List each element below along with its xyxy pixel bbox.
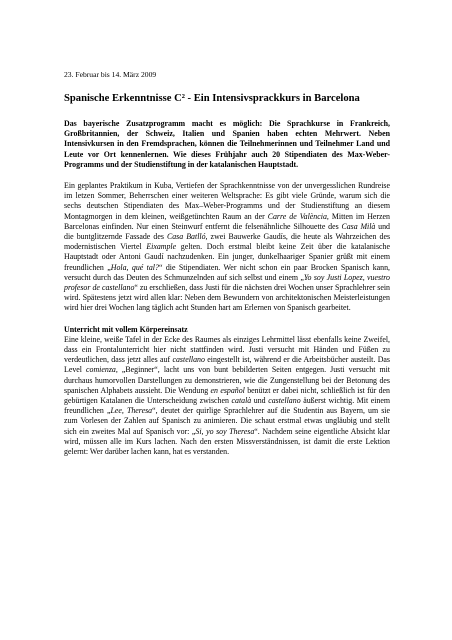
text-run: Ein geplantes Praktikum in Kuba, Vertiefen der Sprachkenntnisse von der unvergesslichen Rundreise im letzen Sommer, Beherrschen einer weiteren Weltsprache: Es gibt viele Gründe, warum sich die sechs deutschen Stipendiaten des Max–Weber-Programms und der Studienstiftung an diesem Montagmorgen in dem kleinen, weißgetünchten Raum an der bbox=[64, 181, 390, 221]
text-run: und die buntglitzernde Fassade des bbox=[64, 221, 390, 242]
text-run: eingestellt ist, während er die Arbeitsbücher austeilt. Das Level bbox=[64, 355, 390, 375]
italic-text-run: castellano bbox=[268, 396, 301, 406]
italic-text-run: Casa Milà bbox=[341, 221, 376, 231]
article-title: Spanische Erkenntnisse C² - Ein Intensivsprackkurs in Barcelona bbox=[64, 93, 360, 104]
body-paragraph-1 bbox=[64, 181, 390, 314]
text-run: Eine kleine, weiße Tafel in der Ecke des Raumes als einziges Lehrmittel lässt ebenfalls keine Zweifel, dass ein Frontalunterricht hier nicht stattfinden wird. Justi versucht mit Händen und Füßen zu verdeutlichen, dass jetzt alles auf bbox=[64, 334, 390, 365]
text-run: , zwei Bauwerke Gaudís, die heute als Wahrzeichen des modernistischen Viertel bbox=[64, 232, 391, 252]
text-run: “, deutet der quirlige Sprachlehrer auf die Studentin aus Bayern, um sie zum Vorlesen der Zahlen auf Spanisch zu animieren. Die schaut erstmal etwas ungläubig und stellt sich ein zweites Mal auf Spanisch vor: „ bbox=[64, 406, 390, 436]
italic-text-run: Lee, Theresa bbox=[110, 406, 153, 416]
italic-text-run: Casa Batlló bbox=[166, 232, 206, 242]
text-run: gelten. Doch erstmal bleibt keine Zeit über die katalanische Hauptstadt oder Antoni Gaudí nachzudenken. Ein junger, dunkelhaariger Spanier grüßt mit einem freundlichen „ bbox=[64, 242, 391, 272]
italic-text-run: català bbox=[231, 396, 252, 406]
date-line: 23. Februar bis 14. März 2009 bbox=[64, 70, 157, 79]
lead-paragraph: Das bayerische Zusatzprogramm macht es möglich: Die Sprachkurse in Frankreich, Großbritannien, der Schweiz, Italien und Spanien haben echten Mehrwert. Neben Intensivkursen in den Fremdsprachen, können die Teilnehmerinnen und Teilnehmer Land und Leute vor Ort kennenlernen. Wie dieses Frühjahr auch 20 Stipendiaten des Max-Weber-Programms und der Studienstiftung in der katalanischen Hauptstadt. bbox=[64, 119, 390, 169]
text-run: “. Nachdem seine eigentliche Absicht klar wird, müssen alle im Kurs lachen. Nach den ersten Missverständnissen, ist damit die erste Lektion gelernt: Wer darüber lachen kann, hat es verstanden. bbox=[64, 426, 390, 457]
section-subheading: Unterricht mit vollem Körpereinsatz bbox=[64, 324, 188, 334]
italic-text-run: comienza bbox=[86, 365, 116, 375]
italic-text-run: castellano bbox=[172, 355, 205, 365]
italic-text-run: Eixample bbox=[146, 242, 177, 252]
text-run: und bbox=[251, 396, 269, 406]
text-run: benützt er dabei nicht, schließlich ist für den gebürtigen Katalanen die Unterscheidung zwischen bbox=[64, 385, 390, 406]
text-run: “ die Stipendiaten. Wer nicht schon ein paar Brocken Spanisch kann, versucht durch das Deuten des Schmunzelnden auf sich selbst und einem „ bbox=[64, 262, 391, 282]
text-run: , „Beginner“, lacht uns von bunt bebilderten Seiten entgegen. Justi versucht mit durchaus humorvollen Darstellungen zu demonstrieren, wie die Zungenstellung bei der Betonung des spanischen Alphabets aussieht. Die Wendung bbox=[64, 365, 390, 395]
italic-text-run: Carre de València bbox=[267, 211, 327, 221]
italic-text-run: en español bbox=[210, 385, 245, 395]
italic-text-run: Si, yo soy Theresa bbox=[195, 426, 255, 436]
body-paragraph-2 bbox=[64, 335, 390, 457]
text-run: , Mitten im Herzen Barcelonas einfinden. Nur einen Steinwurf entfernt die felsenähnliche Silhouette des bbox=[64, 211, 390, 231]
italic-text-run: Yo soy Justi Lopez, vuestro profesor de castellano bbox=[64, 272, 390, 293]
italic-text-run: Hola, qué tal? bbox=[110, 262, 159, 272]
document-page bbox=[64, 70, 390, 468]
text-run: “ zu erschließen, dass Justi für die nächsten drei Wochen unser Sprachlehrer sein wird. Spätestens jetzt wird allen klar: Neben dem Bewundern von architektonischen Meisterleistungen wird hier drei Wochen lang täglich acht Stunden hart am Erlernen von Spanisch gearbeitet. bbox=[64, 283, 390, 313]
text-run: äußerst wichtig. Mit einem freundlichen „ bbox=[64, 396, 390, 416]
